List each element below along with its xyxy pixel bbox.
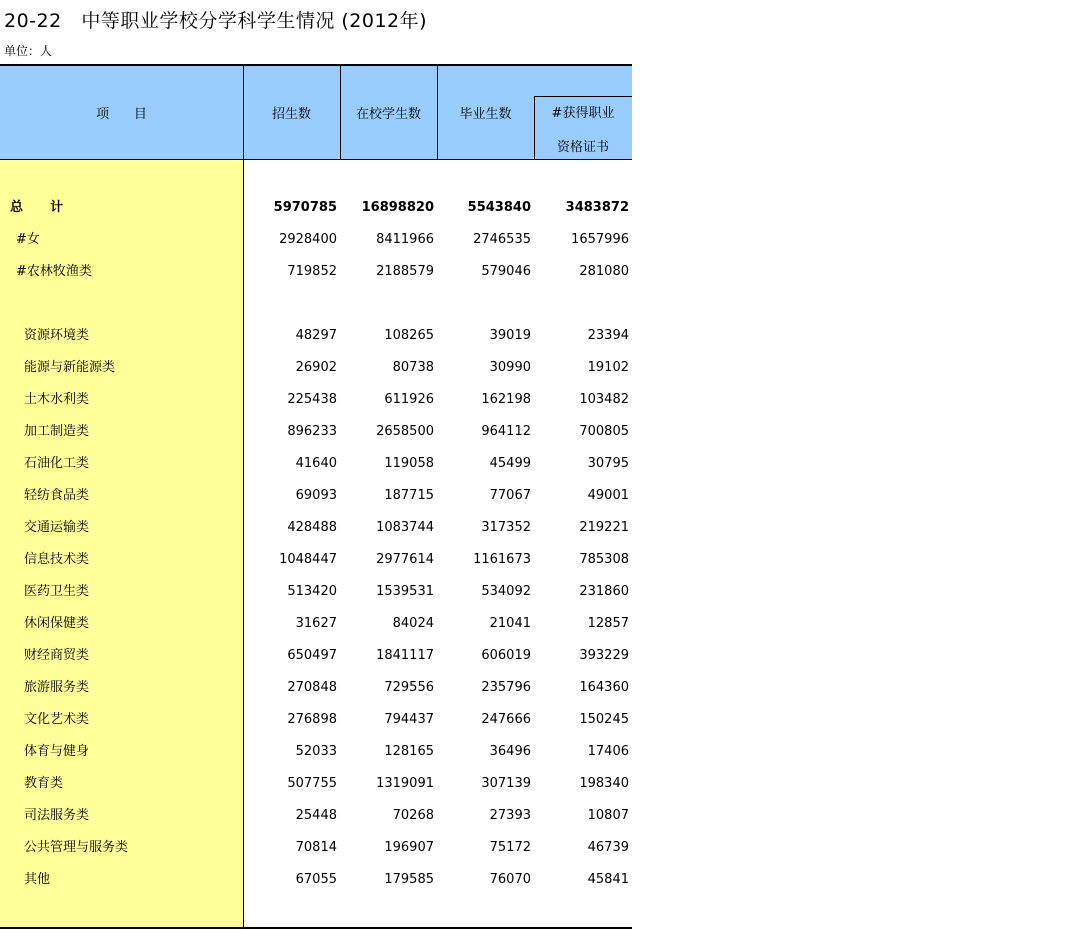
row-label: 公共管理与服务类: [24, 840, 129, 855]
row-value: 198340: [579, 776, 629, 791]
row-value: 30795: [587, 456, 629, 471]
row-value: 507755: [287, 776, 337, 791]
row-value: 49001: [587, 488, 629, 503]
row-label: #农林牧渔类: [16, 264, 92, 279]
row-value: 179585: [384, 872, 434, 887]
row-value: 103482: [579, 392, 629, 407]
table-row: [0, 576, 632, 608]
row-value: 2746535: [473, 232, 531, 247]
row-value: 534092: [481, 584, 531, 599]
row-value: 45499: [489, 456, 531, 471]
table-row: [0, 256, 632, 288]
header-enroll: 招生数: [271, 106, 311, 122]
row-label: 文化艺术类: [24, 712, 90, 727]
row-value: 80738: [392, 360, 434, 375]
row-value: 896233: [287, 424, 337, 439]
row-value: 108265: [384, 328, 434, 343]
row-value: 8411966: [376, 232, 434, 247]
row-value: 162198: [481, 392, 531, 407]
row-value: 70814: [295, 840, 337, 855]
header-cert-line1: #获得职业: [551, 106, 615, 121]
row-value: 606019: [481, 648, 531, 663]
row-value: 19102: [587, 360, 629, 375]
row-value: 41640: [295, 456, 337, 471]
row-value: 964112: [481, 424, 531, 439]
row-value: 1319091: [376, 776, 434, 791]
row-label: 加工制造类: [24, 424, 90, 439]
row-value: 276898: [287, 712, 337, 727]
row-value: 77067: [489, 488, 531, 503]
row-value: 2928400: [279, 232, 337, 247]
table-row: [0, 640, 632, 672]
table-row: [0, 864, 632, 896]
table-row: [0, 384, 632, 416]
row-value: 393229: [579, 648, 629, 663]
row-value: 428488: [287, 520, 337, 535]
row-value: 76070: [489, 872, 531, 887]
table-row: [0, 480, 632, 512]
row-value: 729556: [384, 680, 434, 695]
row-value: 317352: [481, 520, 531, 535]
row-value: 281080: [579, 264, 629, 279]
row-label: 教育类: [24, 776, 64, 791]
table-row: [0, 224, 632, 256]
row-label: 能源与新能源类: [24, 360, 116, 375]
column-divider: [437, 64, 438, 160]
row-value: 21041: [489, 616, 531, 631]
row-value: 225438: [287, 392, 337, 407]
row-label: 石油化工类: [24, 456, 90, 471]
row-value: 235796: [481, 680, 531, 695]
table-row: [0, 352, 632, 384]
table-row: [0, 768, 632, 800]
row-value: 1539531: [376, 584, 434, 599]
row-value: 247666: [481, 712, 531, 727]
row-value: 46739: [587, 840, 629, 855]
row-value: 164360: [579, 680, 629, 695]
row-value: 119058: [384, 456, 434, 471]
row-value: 1657996: [571, 232, 629, 247]
row-value: 26902: [295, 360, 337, 375]
table-row: [0, 832, 632, 864]
row-value: 128165: [384, 744, 434, 759]
row-value: 2977614: [376, 552, 434, 567]
row-value: 25448: [295, 808, 337, 823]
row-value: 39019: [489, 328, 531, 343]
table-row: [0, 192, 632, 224]
row-value: 700805: [579, 424, 629, 439]
row-value: 719852: [287, 264, 337, 279]
row-value: 23394: [587, 328, 629, 343]
row-value: 48297: [295, 328, 337, 343]
row-value: 52033: [295, 744, 337, 759]
row-value: 513420: [287, 584, 337, 599]
row-value: 45841: [587, 872, 629, 887]
row-value: 1161673: [473, 552, 531, 567]
row-value: 70268: [392, 808, 434, 823]
header-item: 项 目: [96, 106, 147, 122]
table-row: [0, 736, 632, 768]
table-row: [0, 800, 632, 832]
row-label: 旅游服务类: [24, 680, 90, 695]
unit-label: 单位：人: [4, 44, 53, 58]
table-row: [0, 672, 632, 704]
row-value: 30990: [489, 360, 531, 375]
row-label: 轻纺食品类: [24, 488, 90, 503]
column-divider: [534, 96, 535, 160]
row-value: 650497: [287, 648, 337, 663]
row-label: 交通运输类: [24, 520, 90, 535]
row-label: 体育与健身: [24, 744, 90, 759]
table-row: [0, 512, 632, 544]
row-label: 司法服务类: [24, 808, 90, 823]
row-value: 5543840: [467, 200, 531, 215]
row-label: 其他: [24, 872, 51, 887]
row-value: 231860: [579, 584, 629, 599]
cert-header-divider: [534, 96, 632, 97]
row-value: 67055: [295, 872, 337, 887]
row-value: 75172: [489, 840, 531, 855]
row-label: 资源环境类: [24, 328, 90, 343]
row-value: 196907: [384, 840, 434, 855]
row-value: 785308: [579, 552, 629, 567]
row-value: 12857: [587, 616, 629, 631]
table-row: [0, 320, 632, 352]
row-value: 1841117: [376, 648, 434, 663]
header-cert-line2: 资格证书: [556, 140, 609, 155]
row-value: 307139: [481, 776, 531, 791]
row-value: 187715: [384, 488, 434, 503]
table-row: [0, 608, 632, 640]
row-value: 27393: [489, 808, 531, 823]
row-value: 31627: [295, 616, 337, 631]
row-label: #女: [16, 232, 40, 247]
table-row: [0, 416, 632, 448]
column-divider: [340, 64, 341, 160]
row-value: 219221: [579, 520, 629, 535]
row-value: 270848: [287, 680, 337, 695]
header-graduates: 毕业生数: [459, 106, 512, 122]
table-row: [0, 704, 632, 736]
row-label: 信息技术类: [24, 552, 90, 567]
row-label: 休闲保健类: [24, 616, 90, 631]
row-value: 579046: [481, 264, 531, 279]
row-value: 84024: [392, 616, 434, 631]
data-table: [0, 64, 632, 928]
row-label: 财经商贸类: [24, 648, 90, 663]
row-label: 总 计: [10, 200, 64, 215]
table-row: [0, 544, 632, 576]
row-label: 土木水利类: [24, 392, 90, 407]
row-label: 医药卫生类: [24, 584, 90, 599]
table-row: [0, 448, 632, 480]
row-value: 69093: [295, 488, 337, 503]
header-in-school: 在校学生数: [355, 106, 421, 122]
row-value: 1083744: [376, 520, 434, 535]
row-value: 16898820: [361, 200, 434, 215]
row-value: 2188579: [376, 264, 434, 279]
row-value: 794437: [384, 712, 434, 727]
row-value: 36496: [489, 744, 531, 759]
row-value: 3483872: [565, 200, 629, 215]
row-value: 2658500: [376, 424, 434, 439]
row-value: 1048447: [279, 552, 337, 567]
row-value: 611926: [384, 392, 434, 407]
row-value: 10807: [587, 808, 629, 823]
row-value: 17406: [587, 744, 629, 759]
row-value: 150245: [579, 712, 629, 727]
table-title: 20-22 中等职业学校分学科学生情况 (2012年): [4, 10, 428, 32]
row-value: 5970785: [273, 200, 337, 215]
